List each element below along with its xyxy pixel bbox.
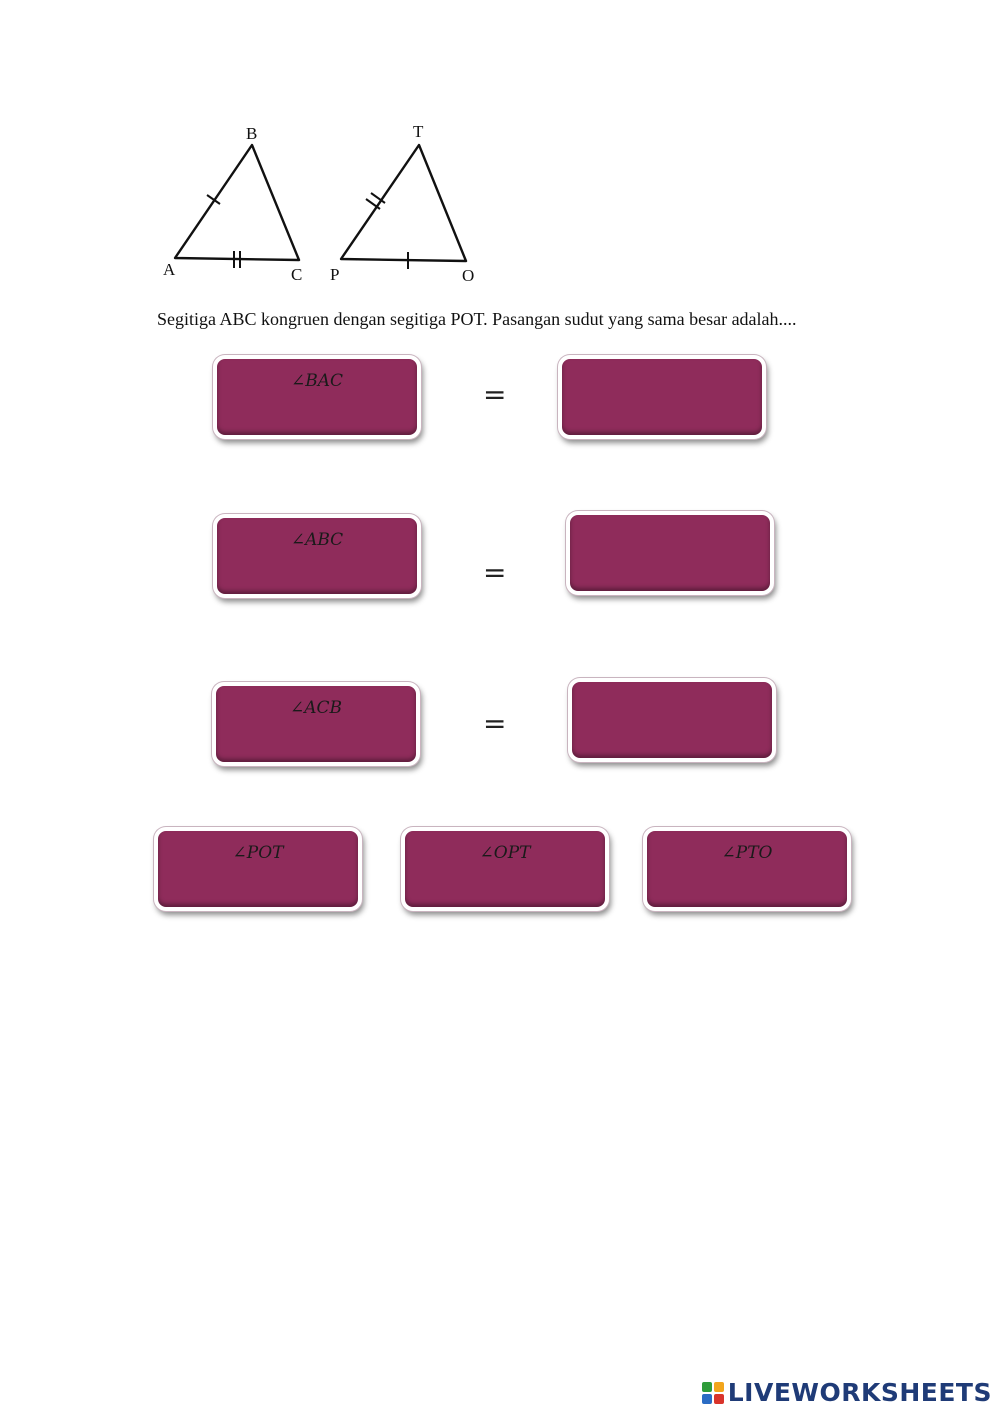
- congruent-triangles-figure: [150, 115, 500, 290]
- vertex-label-p: P: [330, 265, 340, 284]
- answer-drop-zone[interactable]: [558, 355, 766, 439]
- choice-label: ∠PTO: [721, 843, 773, 863]
- choice-label: ∠POT: [232, 843, 284, 863]
- liveworksheets-logo-icon: [701, 1381, 725, 1405]
- triangle-pot: [341, 145, 466, 261]
- triangle-abc: [175, 145, 299, 260]
- vertex-label-t: T: [413, 122, 424, 141]
- angle-label: ∠ABC: [290, 530, 344, 550]
- angle-label-box: [212, 682, 420, 766]
- choice-pto[interactable]: [643, 827, 851, 911]
- vertex-label-c: C: [291, 265, 303, 284]
- angle-label: ∠BAC: [290, 371, 344, 391]
- answer-drop-zone[interactable]: [566, 511, 774, 595]
- angle-label-box: [213, 355, 421, 439]
- equals-sign: =: [483, 378, 507, 411]
- brand-name: LIVEWORKSHEETS: [727, 1378, 992, 1407]
- question-text: Segitiga ABC kongruen dengan segitiga POT. Pasangan sudut yang sama besar adalah....: [157, 309, 797, 329]
- answer-value: [572, 682, 772, 694]
- answer-drop-zone[interactable]: [568, 678, 776, 762]
- vertex-label-b: B: [246, 124, 258, 143]
- vertex-label-a: A: [163, 260, 176, 279]
- answer-value: [562, 359, 762, 371]
- answer-value: [570, 515, 770, 527]
- liveworksheets-brand: [701, 1378, 992, 1407]
- angle-label-box: [213, 514, 421, 598]
- choice-opt[interactable]: [401, 827, 609, 911]
- angle-label: ∠ACB: [289, 698, 343, 718]
- choice-label: ∠OPT: [479, 843, 531, 863]
- vertex-label-o: O: [462, 266, 475, 285]
- equals-sign: =: [483, 707, 507, 740]
- equals-sign: =: [483, 556, 507, 589]
- choice-pot[interactable]: [154, 827, 362, 911]
